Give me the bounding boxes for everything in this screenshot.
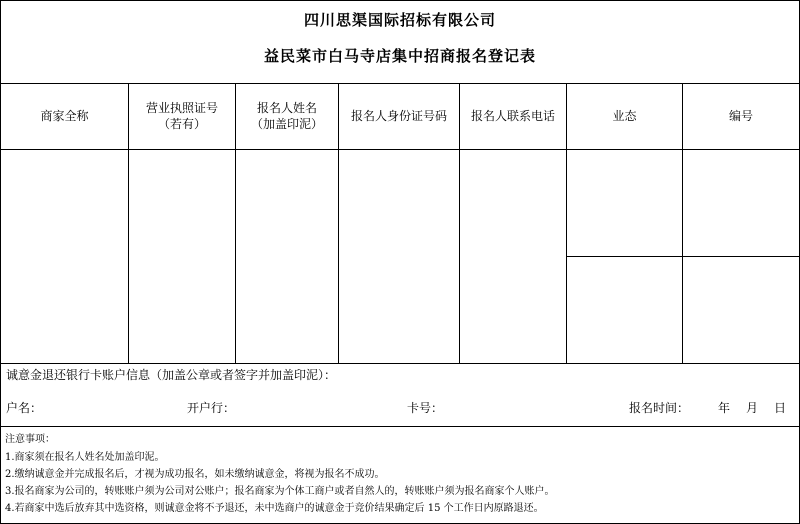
phone-cell[interactable] [460,150,566,363]
merchant-name-cell[interactable] [1,150,128,363]
business-type-cell-2[interactable] [567,257,682,363]
refund-account-heading: 诚意金退还银行卡账户信息（加盖公章或者签字并加盖印泥）： [6,368,337,382]
form-title: 益民菜市白马寺店集中招商报名登记表 [263,47,536,65]
registration-time-label: 报名时间： [629,401,690,415]
note-item-1: 1.商家须在报名人姓名处加盖印泥。 [5,452,165,463]
note-item-3: 3.报名商家为公司的，转账账户须为公司对公账户；报名商家为个体工商户或者自然人的，转账账户须为报名商家个人账户。 [5,486,555,497]
note-item-4: 4.若商家中选后放弃其中选资格，则诚意金将不予退还，未中选商户的诚意金于竞价结果确定后 15 个工作日内原路退还。 [5,503,544,514]
rule-below-title [0,83,800,84]
month-label: 月 [746,401,759,415]
rule-above-notes [0,426,800,427]
border-top [0,0,800,1]
license-number-cell[interactable] [129,150,235,363]
year-label: 年 [718,401,731,415]
column-header-number: 编号 [728,109,753,123]
rule-below-table [0,363,800,364]
notes-heading: 注意事项： [5,434,55,445]
applicant-name-cell[interactable] [236,150,338,363]
card-number-label: 卡号： [407,401,444,415]
number-cell-2[interactable] [683,257,799,363]
column-header-phone: 报名人联系电话 [470,109,555,123]
number-cell-1[interactable] [683,150,799,256]
business-type-cell-1[interactable] [567,150,682,256]
column-header-merchant-name: 商家全称 [40,109,89,123]
column-header-license-number: 营业执照证号 （若有） [145,101,218,131]
column-header-id-number: 报名人身份证号码 [350,109,447,123]
company-name: 四川思渠国际招标有限公司 [303,11,496,29]
day-label: 日 [774,401,787,415]
bank-label: 开户行： [187,401,236,415]
note-item-2: 2.缴纳诚意金并完成报名后，才视为成功报名，如未缴纳诚意金，将视为报名不成功。 [5,469,385,480]
column-header-applicant-name: 报名人姓名 （加盖印泥） [250,101,323,131]
id-number-cell[interactable] [339,150,459,363]
column-header-business-type: 业态 [612,109,637,123]
account-name-label: 户名： [6,401,43,415]
